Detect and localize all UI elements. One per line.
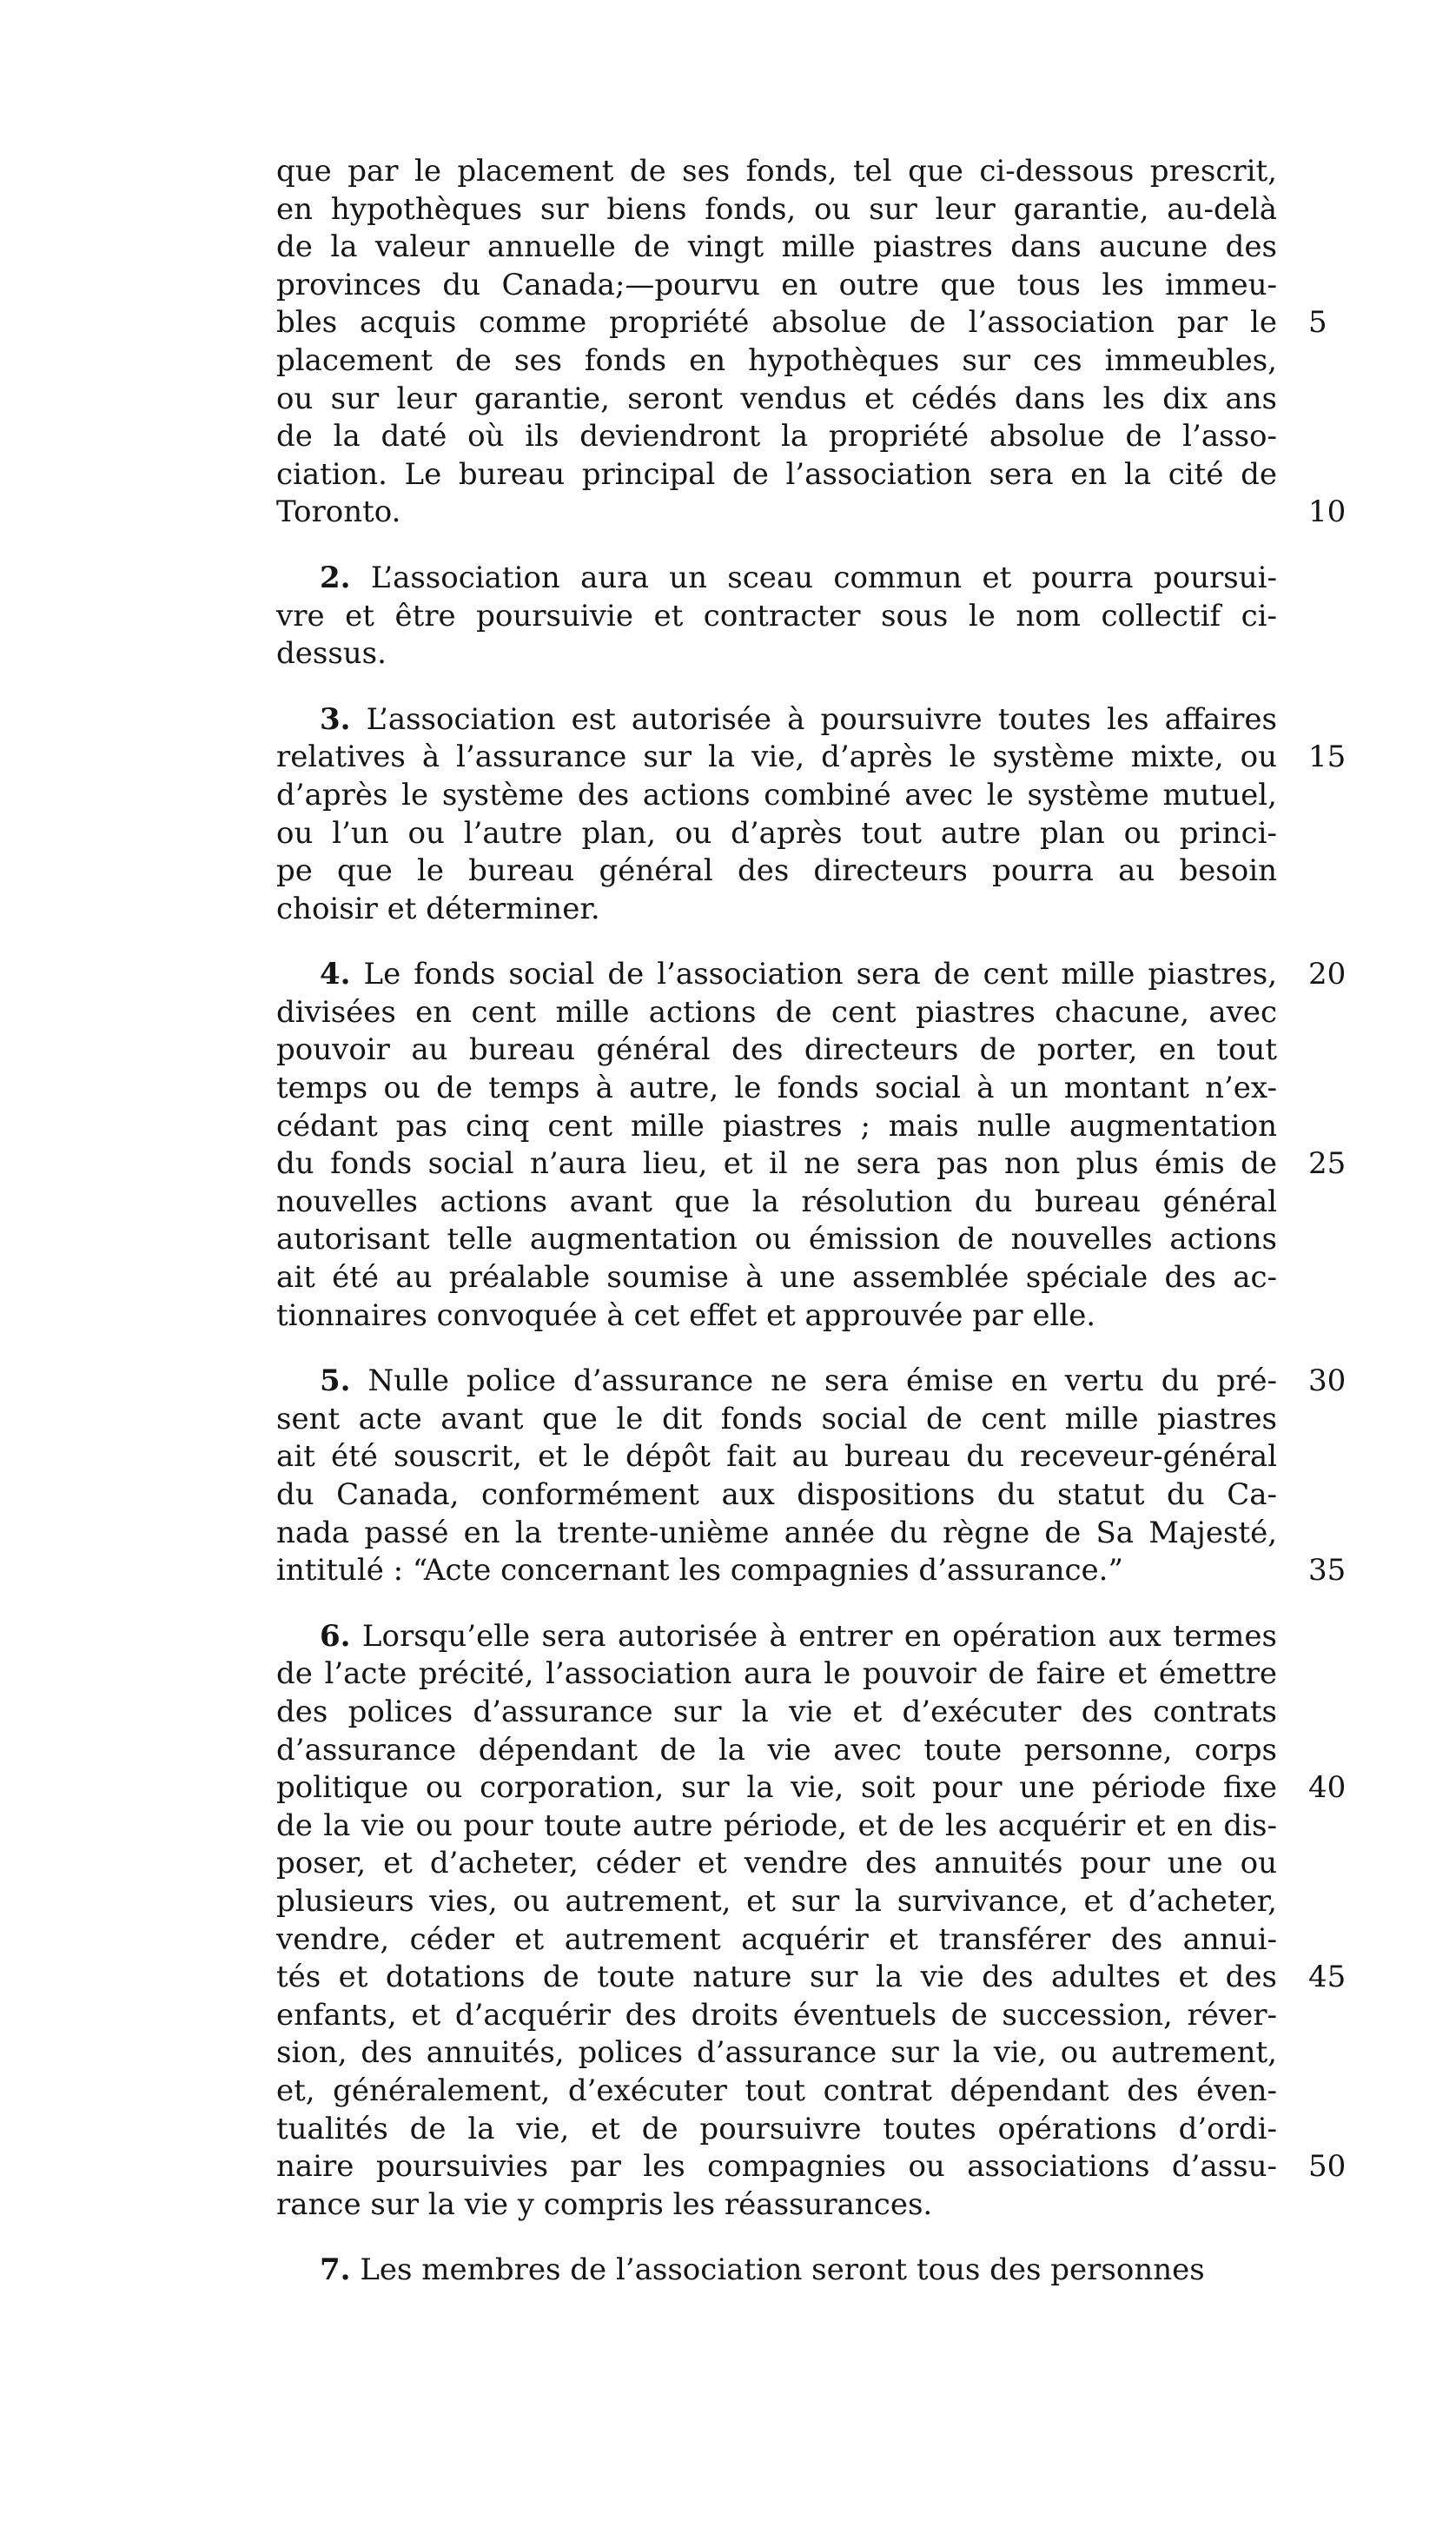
line-text: Nulle police d’assurance ne sera émise en vertu du pré- — [367, 1363, 1277, 1399]
text-line — [276, 1438, 1347, 1476]
text-line — [276, 1921, 1347, 1960]
text-line — [276, 1883, 1347, 1921]
line-text: Lorsqu’elle sera autorisée à entrer en opération aux termes — [361, 1618, 1277, 1654]
text-line — [276, 891, 1347, 929]
line-text: placement de ses fonds en hypothèques sur ces immeubles, — [276, 342, 1277, 378]
line-text: divisées en cent mille actions de cent piastres chacune, avec — [276, 994, 1277, 1030]
text-line — [276, 2073, 1347, 2111]
line-text: du fonds social n’aura lieu, et il ne sera pas non plus émis de — [276, 1146, 1277, 1182]
line-text: L’association aura un sceau commun et pourra poursui- — [370, 560, 1278, 595]
text-line — [276, 1515, 1347, 1553]
line-text: d’assurance dépendant de la vie avec toute personne, corps — [276, 1732, 1277, 1768]
line-content — [276, 1438, 1277, 1476]
line-text: politique ou corporation, sur la vie, soit pour une période fixe — [276, 1770, 1277, 1806]
line-content — [320, 1363, 1277, 1401]
line-text: intitulé : “Acte concernant les compagnies d’assurance.” — [276, 1553, 1123, 1589]
text-line — [276, 560, 1347, 598]
line-text: sent acte avant que le dit fonds social de cent mille piastres — [276, 1401, 1277, 1436]
text-line — [276, 2252, 1347, 2290]
paragraph — [276, 153, 1347, 532]
text-line — [276, 1259, 1347, 1297]
line-text: ait été au préalable soumise à une assemblée spéciale des ac- — [276, 1260, 1277, 1296]
line-content — [276, 2148, 1277, 2186]
line-content — [276, 1769, 1277, 1808]
text-line — [276, 229, 1347, 267]
line-content — [276, 153, 1277, 191]
line-content — [276, 994, 1277, 1032]
text-line — [276, 456, 1347, 494]
paragraph — [276, 1363, 1347, 1590]
line-text: ou l’un ou l’autre plan, ou d’après tout autre plan ou princi- — [276, 815, 1277, 851]
section-number: 3. — [320, 701, 351, 737]
line-content — [320, 1618, 1277, 1656]
line-content — [276, 418, 1277, 456]
line-text: de la vie ou pour toute autre période, et de les acquérir et en dis- — [276, 1808, 1277, 1843]
line-content — [276, 1655, 1277, 1694]
text-line — [276, 1732, 1347, 1770]
line-content — [276, 1297, 1277, 1336]
text-line — [276, 1070, 1347, 1108]
line-text: temps ou de temps à autre, le fonds social à un montant n’ex- — [276, 1071, 1277, 1106]
text-line — [276, 1552, 1347, 1590]
line-number: 15 — [1308, 740, 1347, 775]
line-content — [276, 1070, 1277, 1108]
text-line — [276, 1108, 1347, 1146]
text-line — [276, 418, 1347, 456]
line-text: Les membres de l’association seront tous des personnes — [360, 2252, 1205, 2288]
text-line — [276, 1769, 1347, 1808]
line-number: 25 — [1308, 1146, 1347, 1182]
line-text: nada passé en la trente-unième année du règne de Sa Majesté, — [276, 1515, 1277, 1550]
line-content — [276, 1221, 1277, 1259]
line-text: ou sur leur garantie, seront vendus et cédés dans les dix ans — [276, 381, 1277, 416]
line-text: tualités de la vie, et de poursuivre toutes opérations d’ordi- — [276, 2111, 1277, 2146]
line-text: relatives à l’assurance sur la vie, d’après le système mixte, ou — [276, 740, 1277, 775]
line-content — [276, 456, 1277, 494]
line-text: choisir et déterminer. — [276, 891, 600, 926]
line-text: dessus. — [276, 636, 387, 672]
text-line — [276, 1655, 1347, 1694]
section-number: 5. — [320, 1363, 351, 1399]
text-line — [276, 1184, 1347, 1222]
line-text: du Canada, conformément aux dispositions du statut du Ca- — [276, 1477, 1277, 1512]
line-content — [276, 891, 1277, 929]
line-text: ciation. Le bureau principal de l’association sera en la cité de — [276, 456, 1277, 492]
line-text: sion, des annuités, polices d’assurance sur la vie, ou autrement, — [276, 2035, 1277, 2071]
document-page — [276, 153, 1347, 2318]
line-content — [276, 1997, 1277, 2035]
line-number: 50 — [1308, 2149, 1347, 2185]
text-line — [276, 153, 1347, 191]
section-number: 4. — [320, 957, 351, 992]
line-content — [276, 191, 1277, 229]
text-line — [276, 2148, 1347, 2186]
text-line — [276, 994, 1347, 1032]
text-line — [276, 1845, 1347, 1883]
line-content — [276, 777, 1277, 815]
text-line — [276, 267, 1347, 305]
text-line — [276, 1618, 1347, 1656]
line-number: 10 — [1308, 494, 1347, 530]
line-content — [276, 1476, 1277, 1515]
line-content — [276, 229, 1277, 267]
line-text: plusieurs vies, ou autrement, et sur la survivance, et d’acheter, — [276, 1883, 1277, 1919]
line-text: bles acquis comme propriété absolue de l’association par le — [276, 305, 1277, 341]
line-text: vre et être poursuivie et contracter sous le nom collectif ci- — [276, 598, 1277, 634]
text-line — [276, 1808, 1347, 1846]
line-text: de la valeur annuelle de vingt mille piastres dans aucune des — [276, 229, 1277, 265]
text-line — [276, 635, 1347, 673]
line-content — [276, 494, 1277, 532]
line-text: poser, et d’acheter, céder et vendre des annuités pour une ou — [276, 1846, 1277, 1881]
text-line — [276, 1959, 1347, 1997]
line-text: tés et dotations de toute nature sur la vie des adultes et des — [276, 1960, 1277, 1995]
line-text: autorisant telle augmentation ou émission de nouvelles actions — [276, 1222, 1277, 1257]
line-content — [276, 2186, 1277, 2225]
paragraph — [276, 701, 1347, 929]
text-line — [276, 2111, 1347, 2149]
line-content — [276, 739, 1277, 777]
section-number: 2. — [320, 560, 351, 595]
line-text: en hypothèques sur biens fonds, ou sur leur garantie, au-delà — [276, 191, 1277, 227]
text-line — [276, 701, 1347, 740]
line-text: Le fonds social de l’association sera de cent mille piastres, — [363, 957, 1278, 992]
line-text: des polices d’assurance sur la vie et d’exécuter des contrats — [276, 1694, 1277, 1729]
text-line — [276, 1401, 1347, 1439]
line-text: L’association est autorisée à poursuivre toutes les affaires — [366, 701, 1277, 737]
text-line — [276, 2186, 1347, 2225]
line-number: 30 — [1308, 1363, 1347, 1399]
line-content — [276, 267, 1277, 305]
line-text: et, généralement, d’exécuter tout contrat dépendant des éven- — [276, 2073, 1277, 2108]
line-content — [276, 1959, 1277, 1997]
line-content — [320, 956, 1277, 994]
text-line — [276, 1297, 1347, 1336]
text-line — [276, 381, 1347, 419]
text-line — [276, 1032, 1347, 1070]
line-content — [320, 2252, 1277, 2290]
line-number: 40 — [1308, 1770, 1347, 1806]
line-content — [276, 1259, 1277, 1297]
line-text: enfants, et d’acquérir des droits éventuels de succession, réver- — [276, 1997, 1277, 2033]
line-text: pouvoir au bureau général des directeurs de porter, en tout — [276, 1032, 1277, 1068]
text-line — [276, 598, 1347, 636]
line-content — [276, 852, 1277, 891]
line-content — [276, 1145, 1277, 1184]
line-text: de l’acte précité, l’association aura le pouvoir de faire et émettre — [276, 1656, 1277, 1692]
text-line — [276, 1363, 1347, 1401]
line-text: nouvelles actions avant que la résolution du bureau général — [276, 1184, 1277, 1219]
paragraph — [276, 560, 1347, 673]
line-number: 45 — [1308, 1960, 1347, 1995]
line-content — [276, 381, 1277, 419]
line-content — [276, 2073, 1277, 2111]
paragraph — [276, 956, 1347, 1335]
line-number: 35 — [1308, 1553, 1347, 1589]
text-line — [276, 1145, 1347, 1184]
line-text: naire poursuivies par les compagnies ou associations d’assu- — [276, 2149, 1277, 2185]
line-content — [276, 1032, 1277, 1070]
line-content — [276, 598, 1277, 636]
text-line — [276, 739, 1347, 777]
line-content — [276, 815, 1277, 853]
line-content — [320, 701, 1277, 740]
text-line — [276, 777, 1347, 815]
text-line — [276, 494, 1347, 532]
line-content — [276, 2034, 1277, 2073]
text-line — [276, 1476, 1347, 1515]
line-text: provinces du Canada;—pourvu en outre que tous les immeu- — [276, 267, 1277, 302]
line-text: rance sur la vie y compris les réassurances. — [276, 2186, 933, 2222]
line-content — [276, 1883, 1277, 1921]
line-content — [276, 1808, 1277, 1846]
paragraph — [276, 2252, 1347, 2290]
line-text: ait été souscrit, et le dépôt fait au bureau du receveur-général — [276, 1439, 1277, 1475]
line-number: 20 — [1308, 957, 1347, 992]
line-content — [276, 1184, 1277, 1222]
line-content — [276, 342, 1277, 381]
text-line — [276, 815, 1347, 853]
line-text: cédant pas cinq cent mille piastres ; mais nulle augmentation — [276, 1108, 1277, 1144]
line-text: Toronto. — [276, 494, 401, 530]
line-content — [276, 1401, 1277, 1439]
line-content — [276, 1845, 1277, 1883]
line-content — [276, 1921, 1277, 1960]
line-content — [276, 635, 1277, 673]
line-content — [276, 1515, 1277, 1553]
line-content — [276, 304, 1277, 342]
text-line — [276, 304, 1347, 342]
section-number: 6. — [320, 1618, 351, 1654]
text-line — [276, 1221, 1347, 1259]
line-text: vendre, céder et autrement acquérir et transférer des annui- — [276, 1921, 1277, 1957]
line-text: d’après le système des actions combiné avec le système mutuel, — [276, 777, 1277, 813]
line-text: pe que le bureau général des directeurs pourra au besoin — [276, 853, 1277, 889]
text-line — [276, 2034, 1347, 2073]
line-content — [320, 560, 1277, 598]
line-content — [276, 1694, 1277, 1732]
text-line — [276, 1694, 1347, 1732]
line-text: de la daté où ils deviendront la propriété absolue de l’asso- — [276, 419, 1277, 454]
line-content — [276, 1108, 1277, 1146]
text-line — [276, 1997, 1347, 2035]
paragraph — [276, 1618, 1347, 2225]
line-text: que par le placement de ses fonds, tel que ci-dessous prescrit, — [276, 154, 1277, 189]
line-content — [276, 1732, 1277, 1770]
text-line — [276, 342, 1347, 381]
line-number: 5 — [1308, 305, 1327, 341]
section-number: 7. — [320, 2252, 351, 2288]
line-content — [276, 1552, 1277, 1590]
text-line — [276, 956, 1347, 994]
text-line — [276, 191, 1347, 229]
line-content — [276, 2111, 1277, 2149]
line-text: tionnaires convoquée à cet effet et approuvée par elle. — [276, 1297, 1096, 1333]
text-line — [276, 852, 1347, 891]
